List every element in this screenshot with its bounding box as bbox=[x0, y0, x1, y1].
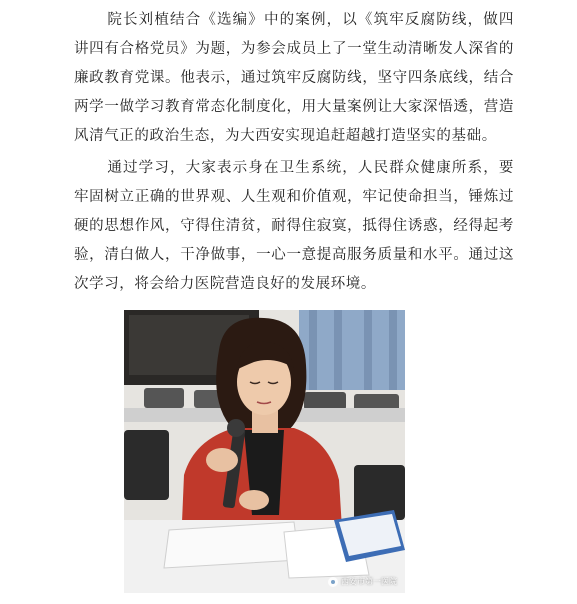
article-paragraph-2: 通过学习，大家表示身在卫生系统，人民群众健康所系，要牢固树立正确的世界观、人生观和价值观，牢记使命担当，锤炼过硬的思想作风，守得住清贫，耐得住寂寞，抵得住诱惑，经得起考验，清白做人，干净做事，一心一意提高服务质量和水平。通过这次学习，将会给力医院营造良好的发展环境。 bbox=[74, 160, 514, 292]
wechat-logo-icon bbox=[328, 577, 338, 587]
article-paragraph-1: 院长刘植结合《选编》中的案例，以《筑牢反腐防线，做四讲四有合格党员》为题，为参会成员上了一堂生动清晰发人深省的廉政教育党课。他表示，通过筑牢反腐防线，坚守四条底线，结合两学一做学习教育常态化制度化，用大量案例让大家深悟透，营造风清气正的政治生态，为大西安实现追赶超越打造坚实的基础。 bbox=[74, 12, 514, 144]
photo-watermark bbox=[328, 576, 397, 587]
speaker-photo bbox=[124, 310, 405, 593]
watermark-text: 西安市第一医院 bbox=[341, 577, 397, 586]
